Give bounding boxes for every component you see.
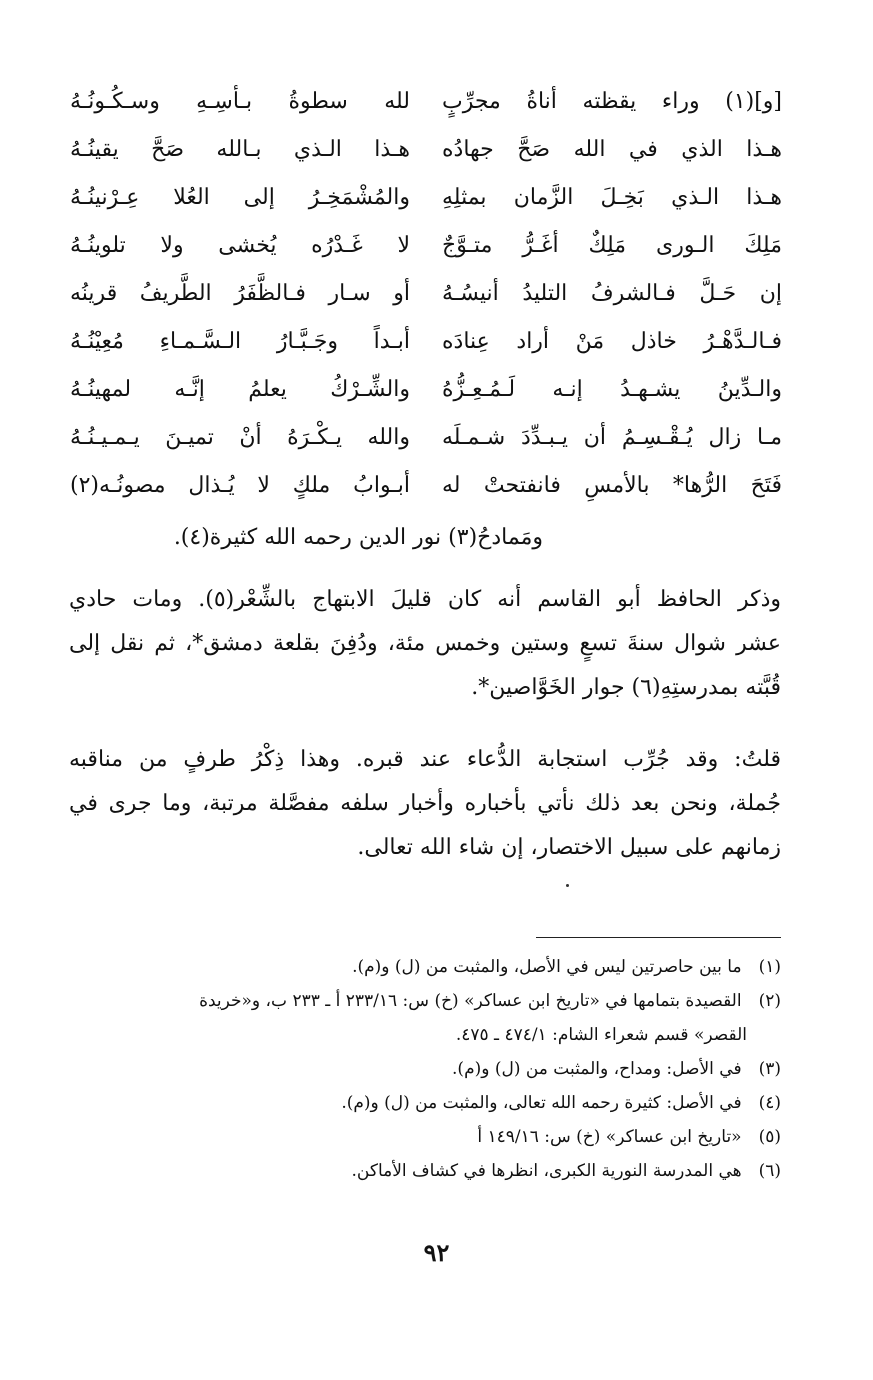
footnote-number: (٦) <box>758 1161 781 1181</box>
verse-first-hemistich: هـذا الـذي بَخِـلَ الزَّمان بمثلِهِ <box>442 185 782 210</box>
body-paragraph <box>69 578 781 710</box>
footnote <box>81 1154 781 1188</box>
poem-block <box>70 78 782 510</box>
verse-line <box>70 318 782 366</box>
paragraph-line: زمانهم على سبيل الاختصار، إن شاء الله تعالى. <box>357 835 781 860</box>
verse-line <box>70 414 782 462</box>
footnote-number: (٥) <box>758 1127 781 1147</box>
verse-first-hemistich: إن حَـلَّ فـالشرفُ التليدُ أنيسُـهُ <box>442 281 782 306</box>
verse-line <box>70 78 782 126</box>
page-number: ٩٢ <box>423 1238 450 1267</box>
verse-first-hemistich: فـالـدَّهْـرُ خاذل مَنْ أراد عِنادَه <box>442 329 782 354</box>
paragraph-line: قُبَّته بمدرستِهِ(٦) جوار الخَوَّاصين*. <box>471 675 781 700</box>
footnote-number: (٣) <box>758 1059 781 1079</box>
verse-second-hemistich: لله سطوةُ بـأسِـهِ وسـكُـونُـهُ <box>70 89 410 114</box>
verse-first-hemistich: [و](١) وراء يقظته أناةُ مجرِّبٍ <box>442 89 782 114</box>
footnote-text: «تاريخ ابن عساكر» (خ) س: ١٤٩/١٦ أ <box>477 1127 742 1147</box>
verse-second-hemistich: والشِّـرْكُ يعلمُ إنَّـه لمهينُـهُ <box>70 377 410 402</box>
footnote-text: ما بين حاصرتين ليس في الأصل، والمثبت من (ل) و(م). <box>352 957 742 977</box>
verse-line <box>70 366 782 414</box>
footnote-number: (١) <box>758 957 781 977</box>
footnote <box>81 950 781 984</box>
footnote <box>81 1086 781 1120</box>
verse-line <box>70 126 782 174</box>
verse-first-hemistich: والـدِّينُ يشـهـدُ إنـه لَـمُـعِـزُّهُ <box>442 377 782 402</box>
footnote-text: هي المدرسة النورية الكبرى، انظرها في كشاف الأماكن. <box>351 1161 742 1181</box>
footnote-text: في الأصل: ومداح، والمثبت من (ل) و(م). <box>452 1059 742 1079</box>
footnote <box>81 984 781 1018</box>
verse-first-hemistich: فَتَحَ الرُّها* بالأمسِ فانفتحتْ له <box>442 473 782 498</box>
body-paragraph <box>69 738 781 870</box>
footnote <box>81 1052 781 1086</box>
verse-second-hemistich: والمُشْمَخِـرُ إلى العُلا عِـرْنينُـهُ <box>70 185 410 210</box>
verse-second-hemistich: لا غَـدْرُه يُخشى ولا تلوينُـهُ <box>70 233 410 258</box>
verse-second-hemistich: أبـداً وجَـبَّـارُ الـسَّـمـاءِ مُعِيْنُـهُ <box>70 329 410 354</box>
verse-first-hemistich: مـا زال يُـقْـسِـمُ أن يـبـدِّدَ شـمـلَه <box>442 425 782 450</box>
poem-closing-line: ومَمادحُ(٣) نور الدين رحمه الله كثيرة(٤). <box>173 525 543 550</box>
footnote-continuation: القصر» قسم شعراء الشام: ٤٧٤/١ ـ ٤٧٥. <box>455 1025 747 1045</box>
verse-second-hemistich: هـذا الـذي بـالله صَحَّ يقينُـهُ <box>70 137 410 162</box>
verse-line <box>70 174 782 222</box>
stray-dot <box>566 884 569 887</box>
verse-second-hemistich: أبـوابُ ملكٍ لا يُـذال مصونُـه(٢) <box>70 473 410 498</box>
verse-second-hemistich: أو سـار فـالظَّفَرُ الطَّريفُ قرينُه <box>70 281 410 306</box>
footnote-text: القصيدة بتمامها في «تاريخ ابن عساكر» (خ) س: ٢٣٣/١٦ أ ـ ٢٣٣ ب، و«خريدة <box>199 991 742 1011</box>
paragraph-line: عشر شوال سنةَ تسعٍ وستين وخمس مئة، ودُفِنَ بقلعة دمشق*، ثم نقل إلى <box>69 631 781 656</box>
verse-line <box>70 462 782 510</box>
verse-line <box>70 270 782 318</box>
footnotes <box>81 950 781 1188</box>
paragraph-line: وذكر الحافظ أبو القاسم أنه كان قليلَ الابتهاج بالشِّعْر(٥). ومات حادي <box>69 587 781 612</box>
footnote-text: في الأصل: كثيرة رحمه الله تعالى، والمثبت من (ل) و(م). <box>341 1093 742 1113</box>
verse-line <box>70 222 782 270</box>
verse-first-hemistich: مَلِكَ الـورى مَلِكٌ أغَـرُّ متـوَّجٌ <box>442 233 782 258</box>
footnote-divider <box>536 937 781 938</box>
paragraph-line: قلتُ: وقد جُرِّب استجابة الدُّعاء عند قبره. وهذا ذِكْرُ طرفٍ من مناقبه <box>69 747 781 772</box>
footnote-number: (٢) <box>758 991 781 1011</box>
paragraph-line: جُملة، ونحن بعد ذلك نأتي بأخباره وأخبار سلفه مفصَّلة مرتبة، وما جرى في <box>69 791 781 816</box>
footnote <box>81 1120 781 1154</box>
footnote-number: (٤) <box>758 1093 781 1113</box>
verse-second-hemistich: والله يـكْـرَهُ أنْ تميـنَ يـمـيـنُـهُ <box>70 425 410 450</box>
verse-first-hemistich: هـذا الذي في الله صَحَّ جهادُه <box>442 137 782 162</box>
